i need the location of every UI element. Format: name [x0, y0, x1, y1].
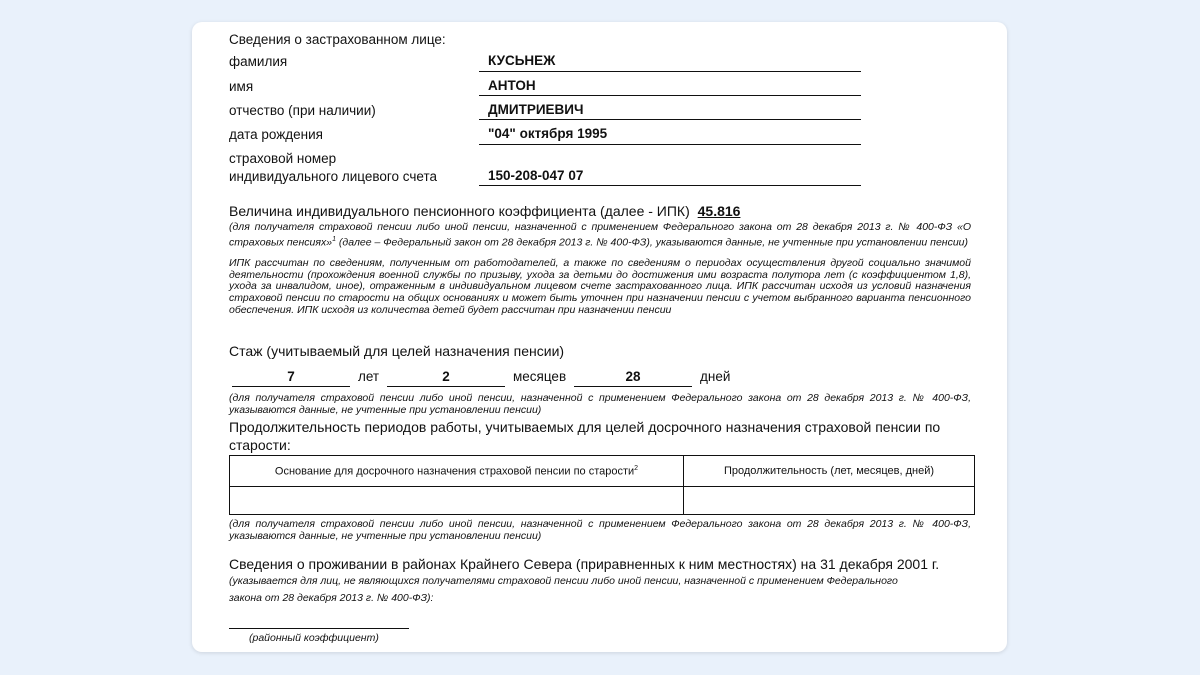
ipk-note-calculation: ИПК рассчитан по сведениям, полученным от работодателей, а также по сведениям о периодах осуществления другой социально значимой деятельности (прохождения военной службы по призыву, ухода за детьми до достижения ими возраста полутора лет (с коэффициентом 1,8), ухода за инвалидом, иное), отраженным в индивидуальном лицевом счете застрахованного лица. ИПК рассчитан исходя из условий назначения страховой пенсии по старости на общих основаниях и может быть уточнен при назначении пенсии с учетом выбранного варианта пенсионного обеспечения. ИПК исходя из количества детей будет рассчитан при назначении пенсии	[229, 257, 971, 316]
insured-heading: Сведения о застрахованном лице:	[229, 32, 446, 47]
periods-cell-duration	[684, 487, 975, 515]
name-underline	[479, 95, 861, 96]
ipk-label	[229, 203, 740, 219]
ipk-note-part-b: (далее – Федеральный закон от 28 декабря 2013 г. № 400-ФЗ), указываются данные, не учтенные при установлении пенсии)	[336, 236, 969, 249]
document-sheet	[192, 22, 1007, 652]
footnote-2-marker: 2	[634, 464, 639, 472]
stazh-months-label: месяцев	[513, 369, 567, 384]
birth-underline	[479, 144, 861, 145]
periods-cell-basis	[230, 487, 684, 515]
surname-value: КУСЬНЕЖ	[488, 53, 556, 68]
periods-heading-line2: старости:	[229, 437, 291, 453]
stazh-days-underline	[574, 386, 692, 387]
snils-label-line1: страховой номер	[229, 151, 337, 166]
periods-table-header-row	[230, 456, 975, 487]
stazh-days-label: дней	[700, 369, 731, 384]
periods-col-duration: Продолжительность (лет, месяцев, дней)	[684, 456, 975, 487]
name-value: АНТОН	[488, 78, 536, 93]
stazh-days-value: 28	[625, 369, 641, 384]
periods-col-basis	[230, 456, 684, 487]
surname-underline	[479, 71, 861, 72]
stazh-years-underline	[232, 386, 350, 387]
north-note-line2: закона от 28 декабря 2013 г. № 400-ФЗ):	[229, 592, 434, 604]
birth-value: "04" октября 1995	[488, 126, 608, 141]
periods-table-empty-row	[230, 487, 975, 515]
snils-value: 150-208-047 07	[488, 168, 584, 183]
name-label: имя	[229, 79, 254, 94]
stazh-months-value: 2	[442, 369, 450, 384]
footnote-1-marker: 1	[332, 235, 336, 243]
stazh-months-underline	[387, 386, 505, 387]
patronymic-value: ДМИТРИЕВИЧ	[488, 102, 584, 117]
surname-label: фамилия	[229, 54, 288, 69]
birth-label: дата рождения	[229, 127, 323, 142]
north-note-line1: (указывается для лиц, не являющихся получателями страховой пенсии либо иной пенсии, назначенной с применением Федерального	[229, 575, 898, 587]
regional-coefficient-caption: (районный коэффициент)	[249, 632, 379, 644]
stazh-years-value: 7	[287, 369, 295, 384]
periods-heading-line1: Продолжительность периодов работы, учитываемых для целей досрочного назначения страховой пенсии по	[229, 419, 941, 435]
patronymic-label: отчество (при наличии)	[229, 103, 376, 118]
stazh-years-label: лет	[358, 369, 380, 384]
regional-coefficient-underline	[229, 628, 409, 629]
patronymic-underline	[479, 119, 861, 120]
stazh-note: (для получателя страховой пенсии либо иной пенсии, назначенной с применением Федерального закона от 28 декабря 2013 г. № 400-ФЗ, указываются данные, не учтенные при установлении пенсии)	[229, 392, 971, 416]
periods-table	[229, 455, 975, 515]
snils-label-line2: индивидуального лицевого счета	[229, 169, 438, 184]
north-heading: Сведения о проживании в районах Крайнего Севера (приравненных к ним местностях) на 31 декабря 2001 г.	[229, 556, 940, 572]
stazh-heading: Стаж (учитываемый для целей назначения пенсии)	[229, 343, 565, 359]
ipk-note-part-a: (для получателя страховой пенсии либо иной пенсии, назначенной с применением Федерального закона от 28 декабря 2013 г. № 400-ФЗ «О страховых пенсиях»	[229, 221, 971, 249]
snils-underline	[479, 185, 861, 186]
periods-col-basis-label: Основание для досрочного назначения страховой пенсии по старости	[274, 465, 635, 478]
ipk-note-received	[229, 222, 971, 249]
ipk-label-text: Величина индивидуального пенсионного коэффициента (далее - ИПК)	[229, 203, 690, 219]
ipk-value: 45.816	[697, 203, 741, 219]
periods-note: (для получателя страховой пенсии либо иной пенсии, назначенной с применением Федерального закона от 28 декабря 2013 г. № 400-ФЗ, указываются данные, не учтенные при установлении пенсии)	[229, 518, 971, 542]
